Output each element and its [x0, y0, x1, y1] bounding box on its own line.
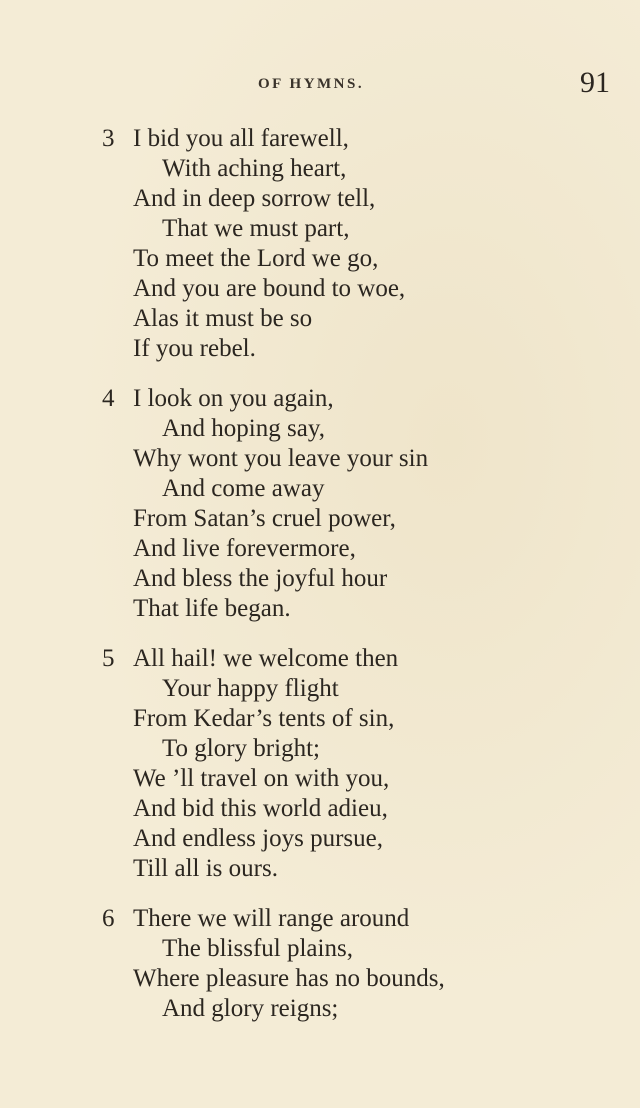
verse-5	[0, 644, 640, 884]
verse-line: The blissful plains,	[162, 935, 353, 962]
verse-line: And endless joys pursue,	[133, 825, 383, 852]
running-title: OF HYMNS.	[258, 76, 365, 92]
verse-line: From Satan’s cruel power,	[133, 505, 396, 532]
verse-line: From Kedar’s tents of sin,	[133, 705, 395, 732]
verse-number: 6	[102, 905, 115, 932]
verse-line: And come away	[162, 475, 325, 502]
verse-line: To glory bright;	[162, 735, 320, 762]
verse-line: To meet the Lord we go,	[133, 245, 379, 272]
hymn-verses	[0, 124, 640, 1044]
verse-line: If you rebel.	[133, 335, 256, 362]
verse-line: That we must part,	[162, 215, 350, 242]
verse-line: Alas it must be so	[133, 305, 313, 332]
verse-line: With aching heart,	[162, 155, 347, 182]
verse-line: We ’ll travel on with you,	[133, 765, 390, 792]
verse-4	[0, 384, 640, 624]
verse-line: Why wont you leave your sin	[133, 445, 429, 472]
verse-line: Till all is ours.	[133, 855, 278, 882]
verse-number: 4	[102, 385, 115, 412]
verse-line: All hail! we welcome then	[133, 645, 399, 672]
verse-line: I bid you all farewell,	[133, 125, 349, 152]
verse-line: And in deep sorrow tell,	[133, 185, 376, 212]
verse-line: I look on you again,	[133, 385, 334, 412]
verse-number: 5	[102, 645, 115, 672]
verse-line: And glory reigns;	[162, 995, 339, 1022]
verse-line: And hoping say,	[162, 415, 325, 442]
verse-3	[0, 124, 640, 364]
verse-6	[0, 904, 640, 1024]
verse-line: Your happy flight	[162, 675, 339, 702]
verse-number: 3	[102, 125, 115, 152]
verse-line: And live forevermore,	[133, 535, 356, 562]
verse-line: There we will range around	[133, 905, 410, 932]
running-head	[0, 66, 640, 104]
verse-line: That life began.	[133, 595, 291, 622]
verse-line: And bid this world adieu,	[133, 795, 388, 822]
page-number: 91	[580, 66, 610, 99]
verse-line: And bless the joyful hour	[133, 565, 388, 592]
verse-line: And you are bound to woe,	[133, 275, 406, 302]
verse-line: Where pleasure has no bounds,	[133, 965, 445, 992]
